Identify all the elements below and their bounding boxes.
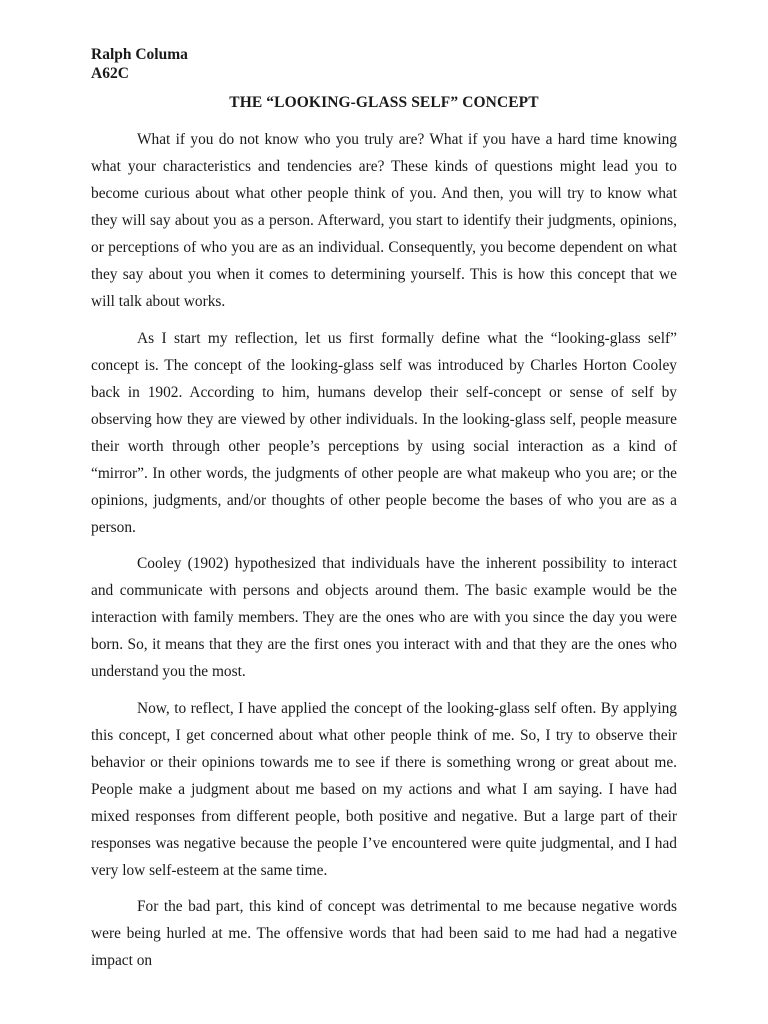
- paragraph-3: Cooley (1902) hypothesized that individuals have the inherent possibility to interact and communicate with persons and objects around them. The basic example would be the interaction with family members. They are the ones who are with you since the day you were born. So, it means that they are the first ones you interact with and that they are the ones who understand you the most.: [91, 555, 677, 680]
- author-name: Ralph Columa: [91, 46, 188, 63]
- paragraph-1: What if you do not know who you truly are? What if you have a hard time knowing what your characteristics and tendencies are? These kinds of questions might lead you to become curious about what other people think of you. And then, you will try to know what they will say about you as a person. Afterward, you start to identify their judgments, opinions, or perceptions of who you are as an individual. Consequently, you become dependent on what they say about you when it comes to determining yourself. This is how this concept that we will talk about works.: [91, 131, 677, 310]
- document-title: THE “LOOKING-GLASS SELF” CONCEPT: [229, 94, 539, 111]
- document-body: [91, 126, 677, 984]
- paragraph-5: For the bad part, this kind of concept was detrimental to me because negative words were being hurled at me. The offensive words that had been said to me had had a negative impact on: [91, 898, 677, 969]
- section-code: A62C: [91, 65, 129, 82]
- paragraph-2: As I start my reflection, let us first formally define what the “looking-glass self” concept is. The concept of the looking-glass self was introduced by Charles Horton Cooley back in 1902. According to him, humans develop their self-concept or sense of self by observing how they are viewed by other individuals. In the looking-glass self, people measure their worth through other people’s perceptions by using social interaction as a kind of “mirror”. In other words, the judgments of other people are what makeup who you are; or the opinions, judgments, and/or thoughts of other people become the bases of who you are as a person.: [91, 329, 677, 536]
- paragraph-4: Now, to reflect, I have applied the concept of the looking-glass self often. By applying this concept, I get concerned about what other people think of me. So, I try to observe their behavior or their opinions towards me to see if there is something wrong or great about me. People make a judgment about me based on my actions and what I am saying. I have had mixed responses from different people, both positive and negative. But a large part of their responses was negative because the people I’ve encountered were quite judgmental, and I had very low self-esteem at the same time.: [91, 699, 677, 879]
- author-block: [91, 45, 188, 83]
